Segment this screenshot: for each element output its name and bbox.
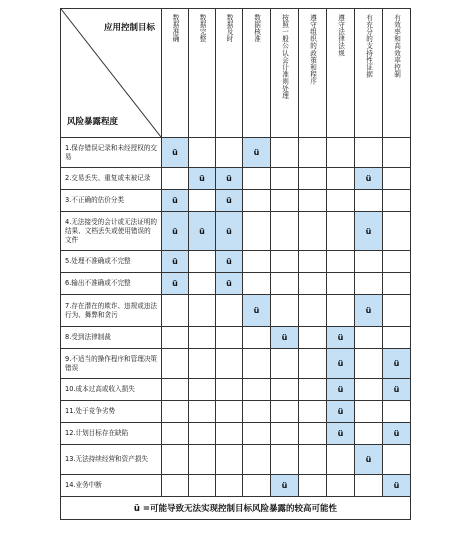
empty-cell [355, 273, 383, 295]
table-row [61, 423, 411, 445]
risk-mark-cell: ü [327, 327, 355, 349]
column-header-label: 有效率和高效率控制 [392, 14, 401, 78]
empty-cell [243, 327, 271, 349]
risk-mark-cell: ü [189, 168, 216, 190]
empty-cell [271, 445, 299, 475]
empty-cell [243, 190, 271, 212]
column-header-label: 数据及时 [225, 14, 233, 43]
header-row [61, 9, 411, 138]
empty-cell [383, 273, 411, 295]
diagonal-header-cell [61, 9, 162, 138]
header-top-label: 应用控制目标 [103, 23, 155, 33]
risk-mark-cell: ü [216, 190, 243, 212]
risk-mark-cell: ü [271, 475, 299, 497]
risk-mark-cell: ü [243, 138, 271, 168]
table-row [61, 445, 411, 475]
empty-cell [383, 168, 411, 190]
table-row [61, 138, 411, 168]
empty-cell [189, 445, 216, 475]
risk-label: 1.保存错误记录和未经授权的交易 [61, 138, 162, 168]
risk-label: 2.交易丢失、重复或未被记录 [61, 168, 162, 190]
empty-cell [383, 401, 411, 423]
empty-cell [327, 445, 355, 475]
empty-cell [271, 190, 299, 212]
column-header [216, 9, 243, 138]
table-row [61, 349, 411, 379]
empty-cell [162, 349, 189, 379]
risk-label: 6.输出不准确或不完整 [61, 273, 162, 295]
empty-cell [355, 401, 383, 423]
risk-label: 8.受到法律制裁 [61, 327, 162, 349]
risk-label: 7.存在潜在的欺诈、违规或违法行为、舞弊和贪污 [61, 295, 162, 327]
risk-mark-cell: ü [327, 349, 355, 379]
risk-mark-cell: ü [383, 475, 411, 497]
column-header-label: 数据核准 [252, 14, 261, 43]
risk-mark-cell: ü [162, 251, 189, 273]
risk-mark-cell: ü [216, 251, 243, 273]
empty-cell [243, 475, 271, 497]
empty-cell [299, 401, 327, 423]
empty-cell [383, 190, 411, 212]
risk-mark-cell: ü [243, 295, 271, 327]
risk-control-table-container [60, 8, 410, 528]
empty-cell [243, 401, 271, 423]
empty-cell [271, 295, 299, 327]
empty-cell [216, 295, 243, 327]
empty-cell [271, 273, 299, 295]
empty-cell [355, 475, 383, 497]
empty-cell [299, 168, 327, 190]
empty-cell [327, 475, 355, 497]
empty-cell [327, 251, 355, 273]
empty-cell [299, 327, 327, 349]
empty-cell [243, 445, 271, 475]
empty-cell [216, 349, 243, 379]
empty-cell [189, 423, 216, 445]
column-header-label: 有充分的支持性证据 [364, 14, 373, 78]
empty-cell [383, 138, 411, 168]
risk-mark-cell: ü [162, 273, 189, 295]
table-row [61, 212, 411, 251]
empty-cell [299, 423, 327, 445]
empty-cell [243, 212, 271, 251]
risk-mark-cell: ü [383, 349, 411, 379]
empty-cell [189, 349, 216, 379]
empty-cell [383, 445, 411, 475]
risk-mark-cell: ü [327, 401, 355, 423]
empty-cell [243, 379, 271, 401]
empty-cell [327, 190, 355, 212]
empty-cell [327, 295, 355, 327]
empty-cell [299, 273, 327, 295]
header-bottom-label: 风险暴露程度 [67, 117, 119, 127]
empty-cell [299, 295, 327, 327]
empty-cell [216, 401, 243, 423]
legend-row [61, 497, 411, 520]
empty-cell [162, 295, 189, 327]
risk-mark-cell: ü [189, 212, 216, 251]
risk-mark-cell: ü [216, 168, 243, 190]
risk-control-matrix [60, 8, 411, 520]
risk-label: 11.处于竞争劣势 [61, 401, 162, 423]
empty-cell [162, 401, 189, 423]
empty-cell [271, 251, 299, 273]
empty-cell [243, 423, 271, 445]
empty-cell [299, 475, 327, 497]
column-header [189, 9, 216, 138]
risk-mark-cell: ü [162, 190, 189, 212]
empty-cell [243, 273, 271, 295]
empty-cell [299, 349, 327, 379]
risk-mark-cell: ü [216, 212, 243, 251]
empty-cell [243, 251, 271, 273]
risk-label: 3.不正确的估价分类 [61, 190, 162, 212]
empty-cell [299, 251, 327, 273]
empty-cell [383, 212, 411, 251]
risk-mark-cell: ü [216, 273, 243, 295]
empty-cell [355, 379, 383, 401]
empty-cell [189, 475, 216, 497]
empty-cell [271, 168, 299, 190]
empty-cell [383, 327, 411, 349]
column-header [327, 9, 355, 138]
column-header [355, 9, 383, 138]
empty-cell [355, 138, 383, 168]
column-header-label: 按照一般公认会计准则处理 [280, 14, 289, 100]
column-header [162, 9, 189, 138]
empty-cell [216, 327, 243, 349]
empty-cell [216, 379, 243, 401]
empty-cell [299, 138, 327, 168]
risk-mark-cell: ü [271, 327, 299, 349]
empty-cell [162, 475, 189, 497]
table-row [61, 327, 411, 349]
empty-cell [162, 379, 189, 401]
table-row [61, 190, 411, 212]
empty-cell [189, 251, 216, 273]
empty-cell [162, 168, 189, 190]
empty-cell [162, 327, 189, 349]
empty-cell [189, 190, 216, 212]
risk-label: 10.成本过高或收入损失 [61, 379, 162, 401]
empty-cell [383, 251, 411, 273]
empty-cell [189, 138, 216, 168]
empty-cell [189, 379, 216, 401]
risk-mark-cell: ü [383, 379, 411, 401]
risk-label: 13.无法持续经营和资产损失 [61, 445, 162, 475]
risk-mark-cell: ü [327, 379, 355, 401]
empty-cell [355, 327, 383, 349]
empty-cell [162, 423, 189, 445]
empty-cell [216, 138, 243, 168]
column-header [243, 9, 271, 138]
empty-cell [271, 212, 299, 251]
column-header-label: 数据准确 [171, 14, 179, 43]
empty-cell [216, 445, 243, 475]
empty-cell [299, 445, 327, 475]
risk-label: 14.业务中断 [61, 475, 162, 497]
empty-cell [243, 168, 271, 190]
empty-cell [355, 190, 383, 212]
table-row [61, 401, 411, 423]
risk-label: 12.计划目标存在缺陷 [61, 423, 162, 445]
column-header [299, 9, 327, 138]
risk-mark-cell: ü [383, 423, 411, 445]
empty-cell [189, 273, 216, 295]
table-row [61, 379, 411, 401]
empty-cell [271, 423, 299, 445]
column-header-label: 遵守法律法规 [336, 14, 345, 57]
risk-mark-cell: ü [355, 445, 383, 475]
empty-cell [383, 295, 411, 327]
table-row [61, 168, 411, 190]
risk-mark-cell: ü [355, 212, 383, 251]
legend-text: ü =可能导致无法实现控制目标风险暴露的较高可能性 [61, 497, 411, 520]
empty-cell [355, 423, 383, 445]
table-row [61, 475, 411, 497]
risk-mark-cell: ü [355, 295, 383, 327]
empty-cell [299, 212, 327, 251]
empty-cell [216, 475, 243, 497]
risk-mark-cell: ü [327, 423, 355, 445]
risk-label: 5.处理不准确或不完整 [61, 251, 162, 273]
table-body [61, 138, 411, 497]
column-header [383, 9, 411, 138]
empty-cell [243, 349, 271, 379]
column-header-label: 数据完整 [198, 14, 206, 43]
empty-cell [189, 327, 216, 349]
risk-mark-cell: ü [162, 212, 189, 251]
risk-mark-cell: ü [162, 138, 189, 168]
risk-mark-cell: ü [355, 168, 383, 190]
empty-cell [271, 349, 299, 379]
empty-cell [189, 401, 216, 423]
empty-cell [355, 349, 383, 379]
empty-cell [162, 445, 189, 475]
empty-cell [327, 212, 355, 251]
table-row [61, 295, 411, 327]
column-header-label: 遵守组织的政策和程序 [308, 14, 317, 85]
empty-cell [271, 379, 299, 401]
table-row [61, 251, 411, 273]
column-header [271, 9, 299, 138]
empty-cell [327, 273, 355, 295]
empty-cell [271, 138, 299, 168]
empty-cell [355, 251, 383, 273]
table-row [61, 273, 411, 295]
empty-cell [216, 423, 243, 445]
empty-cell [299, 379, 327, 401]
empty-cell [271, 401, 299, 423]
empty-cell [327, 168, 355, 190]
empty-cell [299, 190, 327, 212]
empty-cell [189, 295, 216, 327]
empty-cell [327, 138, 355, 168]
risk-label: 9.不适当的操作程序和管理决策错误 [61, 349, 162, 379]
risk-label: 4.无法接受的会计或无法证明的结果、文档丢失或使用错误的文件 [61, 212, 162, 251]
